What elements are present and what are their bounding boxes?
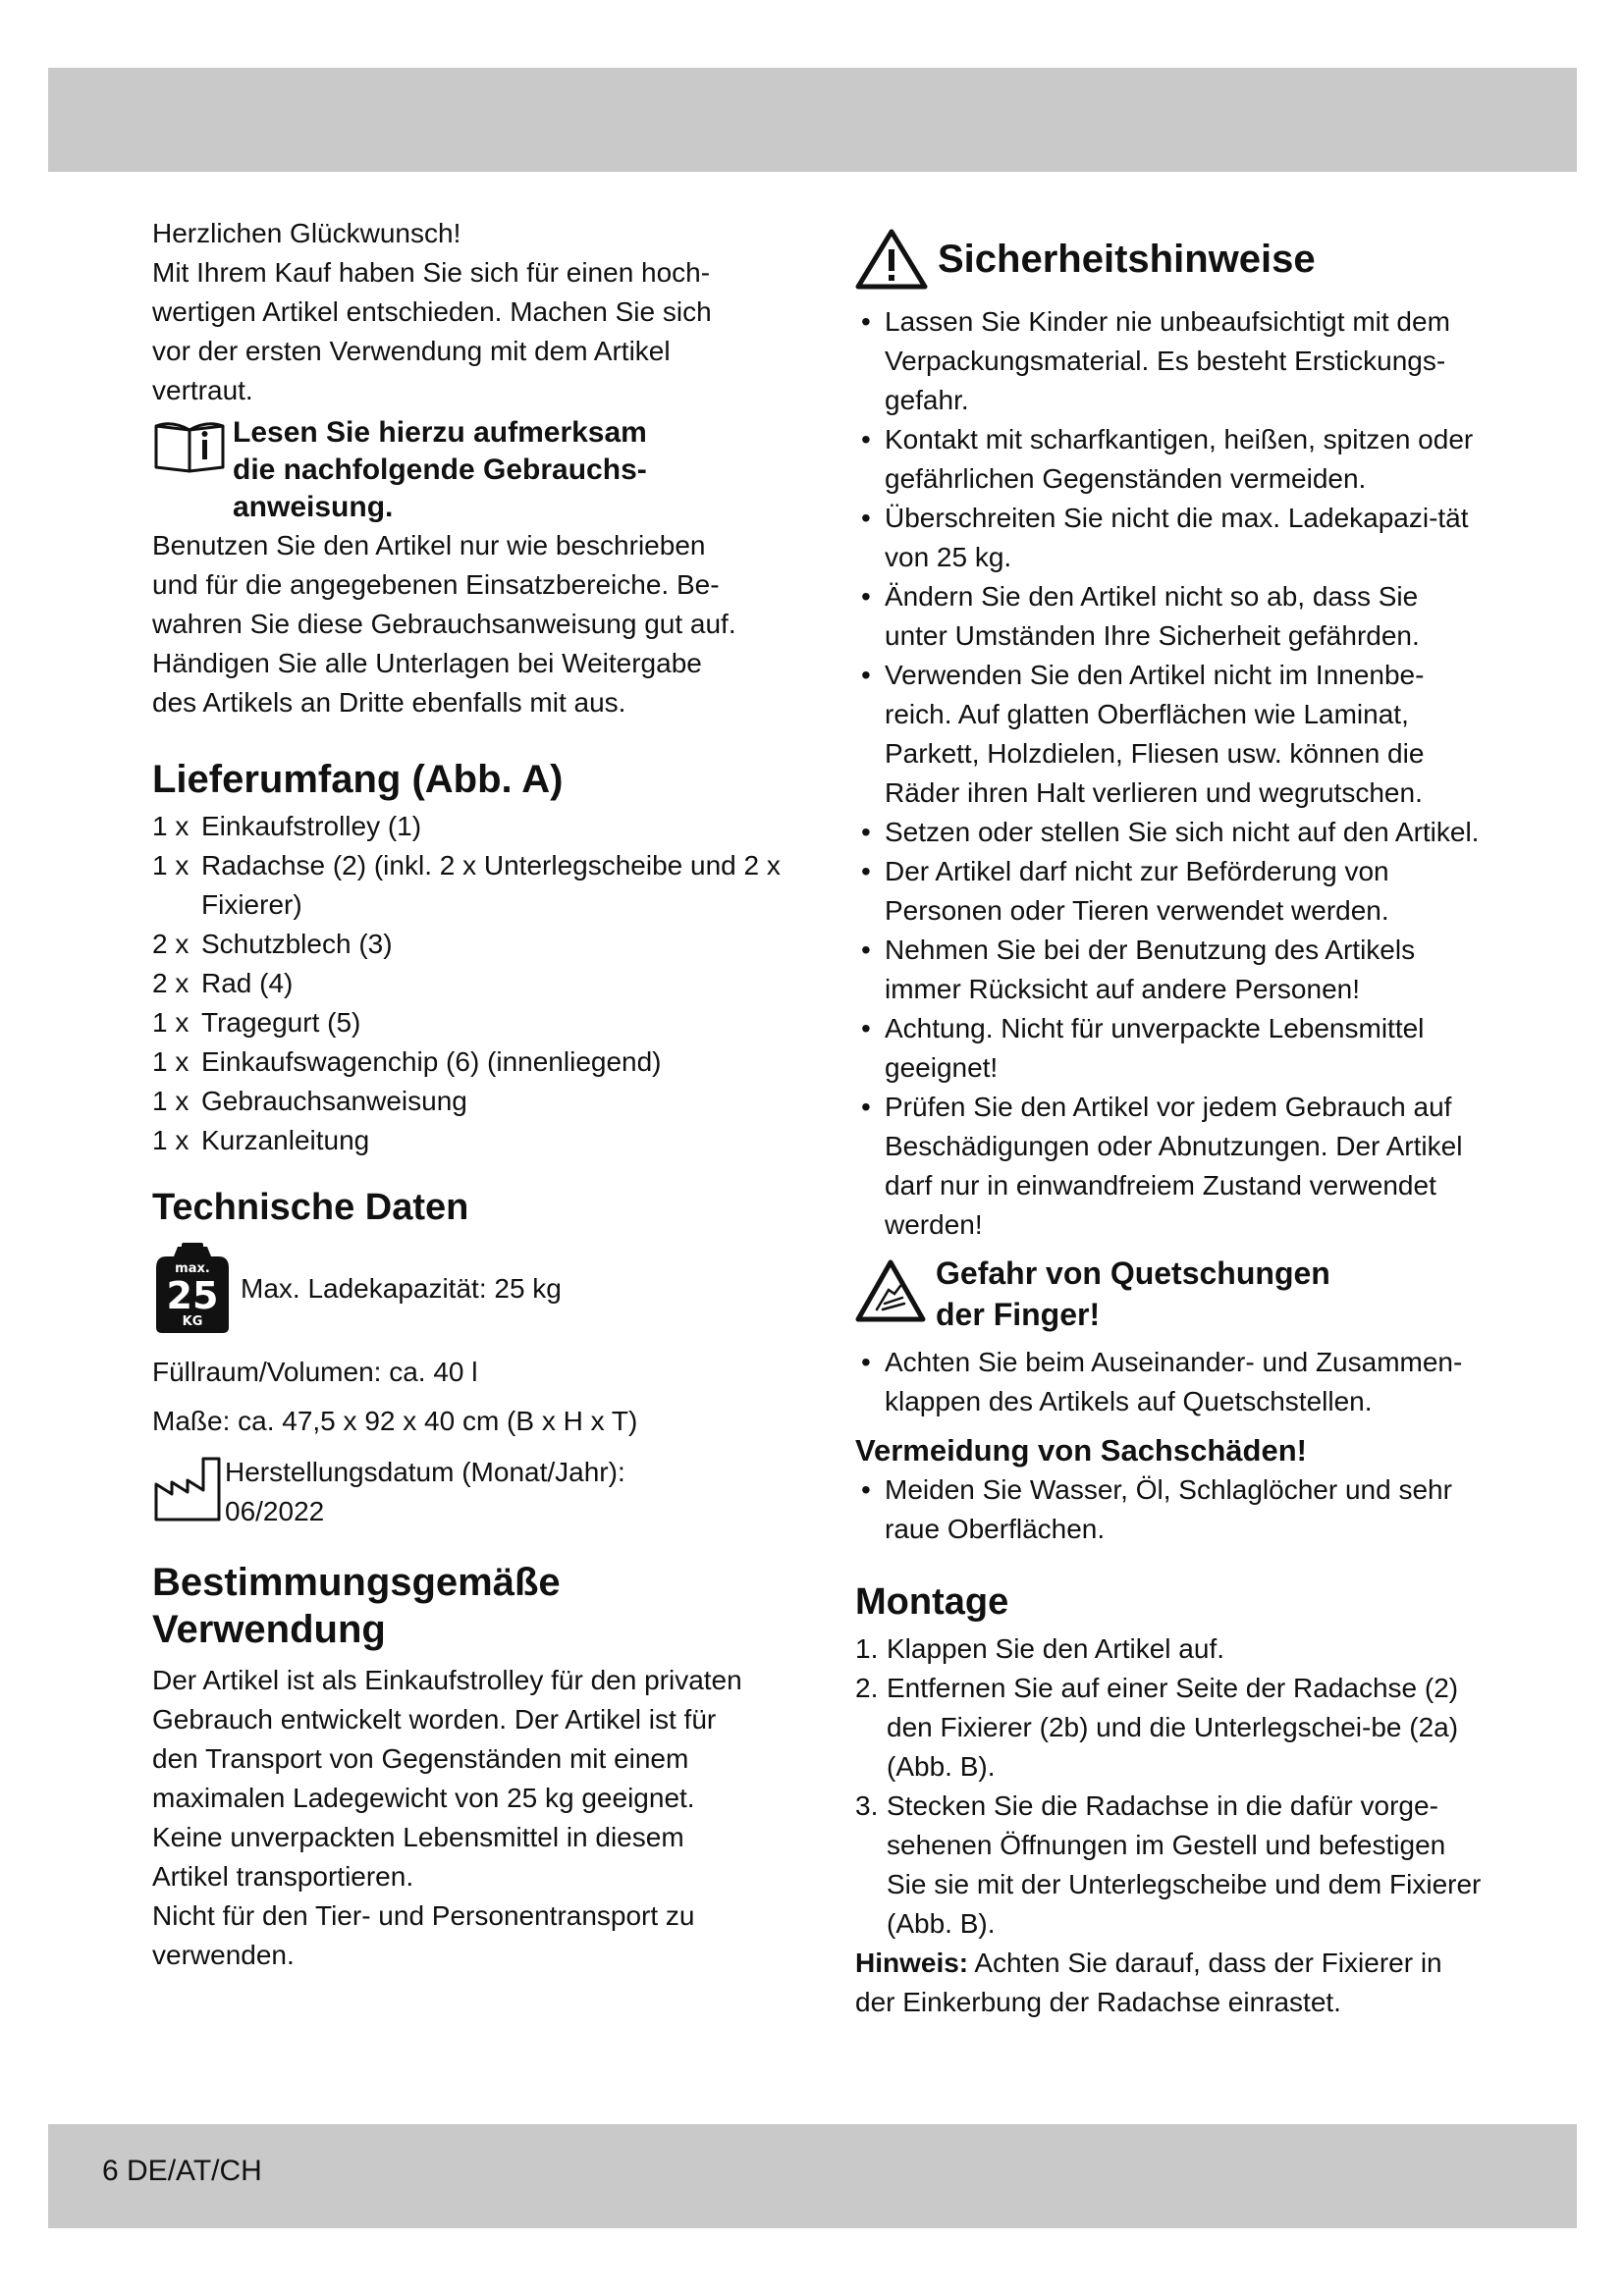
intro-line: Mit Ihrem Kauf haben Sie sich für einen hoch- (152, 257, 711, 288)
list-item: 1 x Radachse (2) (inkl. 2 x Unterlegscheibe und 2 x Fixierer) (152, 850, 781, 920)
list-item: 1 x Tragegurt (5) (152, 1007, 361, 1038)
assembly-heading: Montage (855, 1581, 1009, 1623)
list-item: 2 x Rad (4) (152, 968, 294, 998)
list-item: 2. Entfernen Sie auf einer Seite der Radachse (2) den Fixierer (2b) und die Unterlegschei-be (2a) (Abb. B). (855, 1673, 1459, 1782)
list-item: • Achtung. Nicht für unverpackte Lebensmittel geeignet! (855, 1009, 1484, 1088)
list-item: 1 x Kurzanleitung (152, 1125, 370, 1155)
hand-crush-warning-icon (855, 1258, 926, 1325)
list-item: • Meiden Sie Wasser, Öl, Schlaglöcher und sehr raue Oberflächen. (855, 1470, 1484, 1549)
manufacture-date: 06/2022 (225, 1496, 325, 1526)
hint-label: Hinweis: (855, 1948, 969, 1978)
usage-line: und für die angegebenen Einsatzbereiche. Be- (152, 569, 720, 600)
crush-warning-row (855, 1253, 1484, 1335)
scope-list (152, 807, 781, 1160)
crush-list (855, 1343, 1484, 1421)
damage-heading: Vermeidung von Sachschäden! (855, 1433, 1307, 1468)
usage-line: des Artikels an Dritte ebenfalls mit aus. (152, 687, 626, 718)
intro-line: Herzlichen Glückwunsch! (152, 218, 461, 248)
list-item: • Lassen Sie Kinder nie unbeaufsichtigt mit dem Verpackungsmaterial. Es besteht Erstickungs-gefahr. (855, 302, 1484, 420)
usage-line: wahren Sie diese Gebrauchsanweisung gut auf. (152, 609, 736, 639)
intended-use-text (152, 1661, 781, 1975)
manufacture-row (152, 1453, 781, 1531)
safety-heading: Sicherheitshinweise (938, 238, 1316, 281)
right-column (855, 214, 1484, 2022)
hint-paragraph (855, 1944, 1484, 2022)
list-item: 2 x Schutzblech (3) (152, 929, 393, 959)
info-note-line: Lesen Sie hierzu aufmerksam (233, 416, 647, 449)
intended-line: verwenden. (152, 1940, 295, 1970)
list-item: • Der Artikel darf nicht zur Beförderung von Personen oder Tieren verwendet werden. (855, 852, 1484, 931)
footer-bar (48, 2124, 1577, 2228)
list-item: • Kontakt mit scharfkantigen, heißen, spitzen oder gefährlichen Gegenständen vermeiden. (855, 420, 1484, 499)
list-item: • Achten Sie beim Auseinander- und Zusammen-klappen des Artikels auf Quetschstellen. (855, 1343, 1484, 1421)
list-item: 1 x Gebrauchsanweisung (152, 1086, 467, 1116)
svg-text:25: 25 (166, 1274, 219, 1317)
left-column (152, 214, 781, 1975)
list-item: • Prüfen Sie den Artikel vor jedem Gebrauch auf Beschädigungen oder Abnutzungen. Der Artikel darf nur in einwandfreiem Zustand verwendet werden! (855, 1088, 1484, 1245)
intended-line: maximalen Ladegewicht von 25 kg geeignet. (152, 1783, 695, 1813)
info-note-line: anweisung. (233, 491, 394, 523)
usage-text (152, 526, 781, 722)
list-item: 3. Stecken Sie die Radachse in die dafür vorge-sehenen Öffnungen im Gestell und befestigen Sie sie mit der Unterlegscheibe und dem Fixierer (Abb. B). (855, 1790, 1482, 1939)
intended-line: Artikel transportieren. (152, 1861, 414, 1892)
intended-line: Keine unverpackten Lebensmittel in diesem (152, 1822, 684, 1852)
list-item: • Nehmen Sie bei der Benutzung des Artikels immer Rücksicht auf andere Personen! (855, 931, 1484, 1009)
list-item: • Ändern Sie den Artikel nicht so ab, dass Sie unter Umständen Ihre Sicherheit gefährden. (855, 577, 1484, 656)
list-item: 1 x Einkaufstrolley (1) (152, 811, 422, 841)
assembly-steps (855, 1629, 1484, 1944)
manufacture-date-icon (152, 1455, 225, 1523)
intro-line: vertraut. (152, 375, 253, 405)
volume-text: Füllraum/Volumen: ca. 40 l (152, 1357, 478, 1387)
scope-heading: Lieferumfang (Abb. A) (152, 758, 564, 801)
hint-text: Achten Sie darauf, dass der Fixierer in der Einkerbung der Radachse einrastet. (855, 1948, 1442, 2017)
warning-icon (855, 228, 928, 291)
intro-text (152, 214, 781, 410)
damage-list (855, 1470, 1484, 1549)
svg-text:max.: max. (175, 1261, 210, 1276)
list-item: • Verwenden Sie den Artikel nicht im Innenbe-reich. Auf glatten Oberflächen wie Laminat, Parkett, Holzdielen, Fliesen usw. können die Räder ihren Halt verlieren und wegrutschen. (855, 656, 1484, 813)
manufacture-label: Herstellungsdatum (Monat/Jahr): (225, 1457, 625, 1487)
intended-line: Der Artikel ist als Einkaufstrolley für den privaten (152, 1665, 742, 1695)
intended-line: Nicht für den Tier- und Personentransport zu (152, 1900, 695, 1931)
svg-text:KG: KG (182, 1314, 203, 1329)
manual-info-icon (152, 418, 231, 473)
dimensions-text: Maße: ca. 47,5 x 92 x 40 cm (B x H x T) (152, 1406, 638, 1436)
list-item: • Überschreiten Sie nicht die max. Ladekapazi-tät von 25 kg. (855, 499, 1484, 577)
weight-capacity-icon (152, 1243, 233, 1335)
safety-heading-row (855, 228, 1484, 291)
list-item: 1 x Einkaufswagenchip (6) (innenliegend) (152, 1046, 662, 1077)
list-item: • Setzen oder stellen Sie sich nicht auf den Artikel. (855, 813, 1484, 852)
info-note (152, 414, 781, 526)
page-number: 6 DE/AT/CH (102, 2155, 262, 2187)
intended-use-heading: Bestimmungsgemäße Verwendung (152, 1561, 561, 1651)
intended-line: Gebrauch entwickelt worden. Der Artikel ist für (152, 1704, 717, 1735)
usage-line: Benutzen Sie den Artikel nur wie beschrieben (152, 530, 706, 561)
list-item: 1. Klappen Sie den Artikel auf. (855, 1633, 1225, 1664)
safety-list (855, 302, 1484, 1245)
tech-heading: Technische Daten (152, 1187, 469, 1228)
info-note-line: die nachfolgende Gebrauchs- (233, 454, 647, 486)
intro-line: vor der ersten Verwendung mit dem Artikel (152, 336, 671, 366)
capacity-row (152, 1243, 781, 1335)
intro-line: wertigen Artikel entschieden. Machen Sie sich (152, 296, 712, 327)
crush-heading: Gefahr von Quetschungen der Finger! (936, 1255, 1330, 1332)
usage-line: Händigen Sie alle Unterlagen bei Weitergabe (152, 648, 702, 678)
intended-line: den Transport von Gegenständen mit einem (152, 1743, 689, 1774)
header-bar (48, 68, 1577, 172)
capacity-text: Max. Ladekapazität: 25 kg (241, 1273, 562, 1304)
